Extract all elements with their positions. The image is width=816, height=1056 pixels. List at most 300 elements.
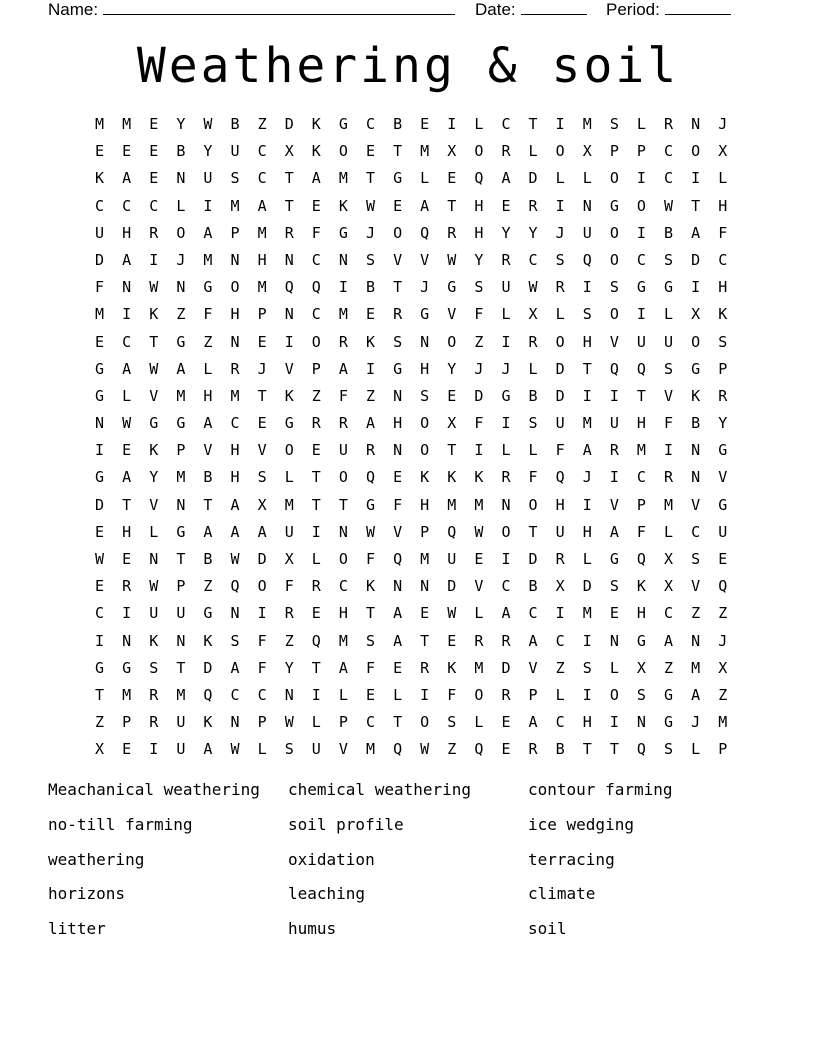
grid-cell[interactable]: E [257, 332, 267, 351]
grid-cell[interactable]: G [636, 278, 646, 297]
grid-cell[interactable]: A [203, 223, 213, 242]
grid-cell[interactable]: H [636, 604, 646, 623]
grid-cell[interactable]: L [176, 196, 186, 215]
grid-cell[interactable]: S [664, 740, 674, 759]
grid-cell[interactable]: T [393, 713, 403, 732]
grid-cell[interactable]: T [365, 604, 375, 623]
grid-cell[interactable]: F [311, 223, 321, 242]
grid-cell[interactable]: D [555, 359, 565, 378]
grid-cell[interactable]: N [230, 713, 240, 732]
grid-cell[interactable]: U [555, 414, 565, 433]
grid-cell[interactable]: Q [636, 359, 646, 378]
date-blank[interactable] [521, 0, 587, 15]
grid-cell[interactable]: G [95, 359, 105, 378]
grid-cell[interactable]: G [664, 685, 674, 704]
period-blank[interactable] [665, 0, 731, 15]
grid-cell[interactable]: C [365, 115, 375, 133]
grid-cell[interactable]: I [203, 196, 213, 215]
grid-cell[interactable]: G [393, 169, 403, 188]
grid-cell[interactable]: T [338, 495, 348, 514]
grid-cell[interactable]: M [718, 713, 728, 732]
grid-cell[interactable]: C [338, 577, 348, 596]
grid-cell[interactable]: R [420, 658, 430, 677]
grid-cell[interactable]: M [257, 278, 267, 297]
grid-cell[interactable]: T [122, 495, 132, 514]
grid-cell[interactable]: V [664, 386, 674, 405]
grid-cell[interactable]: D [284, 115, 294, 133]
grid-cell[interactable]: K [365, 332, 375, 351]
grid-cell[interactable]: R [338, 332, 348, 351]
grid-cell[interactable]: N [230, 332, 240, 351]
grid-cell[interactable]: I [501, 332, 511, 351]
grid-cell[interactable]: R [338, 414, 348, 433]
grid-cell[interactable]: L [582, 169, 592, 188]
grid-cell[interactable]: L [338, 685, 348, 704]
grid-cell[interactable]: A [122, 250, 132, 269]
grid-cell[interactable]: R [501, 631, 511, 650]
grid-cell[interactable]: A [501, 604, 511, 623]
grid-cell[interactable]: N [393, 577, 403, 596]
grid-cell[interactable]: V [718, 468, 728, 487]
grid-cell[interactable]: N [338, 250, 348, 269]
grid-cell[interactable]: E [718, 550, 728, 568]
grid-cell[interactable]: Q [447, 522, 457, 541]
grid-cell[interactable]: M [420, 550, 430, 568]
grid-cell[interactable]: O [257, 577, 267, 596]
grid-cell[interactable]: J [420, 278, 430, 297]
grid-cell[interactable]: I [95, 631, 105, 650]
grid-cell[interactable]: L [149, 522, 159, 541]
grid-cell[interactable]: W [122, 414, 132, 433]
grid-cell[interactable]: E [393, 468, 403, 487]
grid-cell[interactable]: Z [257, 115, 267, 133]
grid-cell[interactable]: M [582, 115, 592, 133]
grid-cell[interactable]: T [257, 386, 267, 405]
grid-cell[interactable]: N [691, 468, 701, 487]
grid-cell[interactable]: O [474, 142, 484, 161]
grid-cell[interactable]: P [636, 142, 646, 161]
grid-cell[interactable]: B [203, 468, 213, 487]
grid-cell[interactable]: I [582, 278, 592, 297]
grid-cell[interactable]: J [474, 359, 484, 378]
grid-cell[interactable]: C [95, 196, 105, 215]
grid-cell[interactable]: K [284, 386, 294, 405]
grid-cell[interactable]: L [311, 713, 321, 732]
grid-cell[interactable]: Z [664, 658, 674, 677]
grid-cell[interactable]: F [474, 414, 484, 433]
grid-cell[interactable]: U [311, 740, 321, 759]
grid-cell[interactable]: R [555, 278, 565, 297]
grid-cell[interactable]: S [230, 169, 240, 188]
grid-cell[interactable]: G [636, 631, 646, 650]
grid-cell[interactable]: D [95, 250, 105, 269]
grid-cell[interactable]: N [338, 522, 348, 541]
grid-cell[interactable]: L [555, 305, 565, 324]
grid-cell[interactable]: Q [393, 740, 403, 759]
grid-cell[interactable]: C [257, 685, 267, 704]
grid-cell[interactable]: H [474, 196, 484, 215]
grid-cell[interactable]: W [203, 115, 213, 133]
grid-cell[interactable]: U [176, 713, 186, 732]
grid-cell[interactable]: N [176, 278, 186, 297]
grid-cell[interactable]: E [365, 142, 375, 161]
grid-cell[interactable]: A [338, 658, 348, 677]
grid-cell[interactable]: H [122, 223, 132, 242]
grid-cell[interactable]: C [122, 196, 132, 215]
grid-cell[interactable]: M [122, 685, 132, 704]
grid-cell[interactable]: D [582, 577, 592, 596]
grid-cell[interactable]: O [176, 223, 186, 242]
grid-cell[interactable]: V [474, 577, 484, 596]
grid-cell[interactable]: O [501, 522, 511, 541]
grid-cell[interactable]: K [636, 577, 646, 596]
grid-cell[interactable]: T [311, 468, 321, 487]
grid-cell[interactable]: F [555, 441, 565, 460]
grid-cell[interactable]: V [420, 250, 430, 269]
grid-cell[interactable]: P [420, 522, 430, 541]
grid-cell[interactable]: W [284, 713, 294, 732]
grid-cell[interactable]: G [718, 441, 728, 460]
grid-cell[interactable]: S [474, 278, 484, 297]
grid-cell[interactable]: Q [474, 740, 484, 759]
grid-cell[interactable]: A [582, 441, 592, 460]
grid-cell[interactable]: O [555, 142, 565, 161]
grid-cell[interactable]: U [176, 740, 186, 759]
grid-cell[interactable]: Z [555, 658, 565, 677]
grid-cell[interactable]: A [311, 169, 321, 188]
grid-cell[interactable]: O [636, 196, 646, 215]
grid-cell[interactable]: E [474, 550, 484, 568]
grid-cell[interactable]: B [176, 142, 186, 161]
grid-cell[interactable]: M [338, 305, 348, 324]
grid-cell[interactable]: C [636, 468, 646, 487]
grid-cell[interactable]: O [230, 278, 240, 297]
grid-cell[interactable]: C [311, 305, 321, 324]
grid-cell[interactable]: V [447, 305, 457, 324]
grid-cell[interactable]: X [582, 142, 592, 161]
grid-cell[interactable]: Q [230, 577, 240, 596]
grid-cell[interactable]: N [95, 414, 105, 433]
grid-cell[interactable]: Y [203, 142, 213, 161]
grid-cell[interactable]: O [474, 685, 484, 704]
grid-cell[interactable]: P [528, 685, 538, 704]
grid-cell[interactable]: T [176, 550, 186, 568]
grid-cell[interactable]: U [203, 169, 213, 188]
grid-cell[interactable]: B [664, 223, 674, 242]
grid-cell[interactable]: A [203, 522, 213, 541]
grid-cell[interactable]: U [555, 522, 565, 541]
name-blank[interactable] [103, 0, 455, 15]
grid-cell[interactable]: V [149, 495, 159, 514]
grid-cell[interactable]: L [122, 386, 132, 405]
grid-cell[interactable]: M [95, 305, 105, 324]
grid-cell[interactable]: W [365, 196, 375, 215]
grid-cell[interactable]: R [664, 115, 674, 133]
grid-cell[interactable]: M [176, 468, 186, 487]
grid-cell[interactable]: Y [474, 250, 484, 269]
grid-cell[interactable]: L [257, 740, 267, 759]
grid-cell[interactable]: X [691, 305, 701, 324]
grid-cell[interactable]: T [284, 196, 294, 215]
grid-cell[interactable]: C [501, 115, 511, 133]
grid-cell[interactable]: F [474, 305, 484, 324]
grid-cell[interactable]: O [420, 713, 430, 732]
grid-cell[interactable]: A [230, 522, 240, 541]
grid-cell[interactable]: H [393, 414, 403, 433]
grid-cell[interactable]: G [203, 604, 213, 623]
grid-cell[interactable]: D [257, 550, 267, 568]
grid-cell[interactable]: E [122, 740, 132, 759]
grid-cell[interactable]: G [176, 414, 186, 433]
grid-cell[interactable]: B [230, 115, 240, 133]
grid-cell[interactable]: L [501, 441, 511, 460]
grid-cell[interactable]: I [284, 332, 294, 351]
grid-cell[interactable]: I [122, 604, 132, 623]
grid-cell[interactable]: R [528, 332, 538, 351]
grid-cell[interactable]: R [149, 685, 159, 704]
grid-cell[interactable]: G [95, 658, 105, 677]
grid-cell[interactable]: I [664, 441, 674, 460]
grid-cell[interactable]: I [609, 713, 619, 732]
grid-cell[interactable]: N [393, 386, 403, 405]
grid-cell[interactable]: M [664, 495, 674, 514]
grid-cell[interactable]: C [230, 685, 240, 704]
grid-cell[interactable]: K [311, 115, 321, 133]
grid-cell[interactable]: N [122, 278, 132, 297]
grid-cell[interactable]: S [149, 658, 159, 677]
grid-cell[interactable]: N [176, 169, 186, 188]
grid-cell[interactable]: E [95, 332, 105, 351]
grid-cell[interactable]: A [664, 631, 674, 650]
grid-cell[interactable]: U [501, 278, 511, 297]
grid-cell[interactable]: C [664, 169, 674, 188]
grid-cell[interactable]: T [393, 278, 403, 297]
grid-cell[interactable]: H [420, 495, 430, 514]
grid-cell[interactable]: P [338, 713, 348, 732]
grid-cell[interactable]: P [311, 359, 321, 378]
grid-cell[interactable]: F [528, 468, 538, 487]
grid-cell[interactable]: O [420, 414, 430, 433]
grid-cell[interactable]: W [528, 278, 538, 297]
grid-cell[interactable]: R [528, 196, 538, 215]
grid-cell[interactable]: E [122, 142, 132, 161]
grid-cell[interactable]: J [257, 359, 267, 378]
grid-cell[interactable]: T [149, 332, 159, 351]
grid-cell[interactable]: P [257, 305, 267, 324]
grid-cell[interactable]: V [393, 250, 403, 269]
grid-cell[interactable]: Z [203, 332, 213, 351]
grid-cell[interactable]: E [365, 685, 375, 704]
grid-cell[interactable]: Z [311, 386, 321, 405]
grid-cell[interactable]: Q [311, 631, 321, 650]
grid-cell[interactable]: K [311, 142, 321, 161]
grid-cell[interactable]: W [95, 550, 105, 568]
grid-cell[interactable]: R [284, 604, 294, 623]
grid-cell[interactable]: G [176, 522, 186, 541]
grid-cell[interactable]: L [311, 550, 321, 568]
grid-cell[interactable]: C [691, 522, 701, 541]
grid-cell[interactable]: S [284, 740, 294, 759]
grid-cell[interactable]: D [474, 386, 484, 405]
grid-cell[interactable]: E [447, 386, 457, 405]
grid-cell[interactable]: X [447, 414, 457, 433]
grid-cell[interactable]: S [691, 550, 701, 568]
grid-cell[interactable]: M [582, 604, 592, 623]
grid-cell[interactable]: R [501, 685, 511, 704]
grid-cell[interactable]: B [393, 115, 403, 133]
grid-cell[interactable]: T [203, 495, 213, 514]
grid-cell[interactable]: G [609, 550, 619, 568]
grid-cell[interactable]: X [528, 305, 538, 324]
grid-cell[interactable]: Z [365, 386, 375, 405]
grid-cell[interactable]: R [284, 223, 294, 242]
grid-cell[interactable]: B [555, 740, 565, 759]
grid-cell[interactable]: E [393, 196, 403, 215]
grid-cell[interactable]: O [609, 250, 619, 269]
grid-cell[interactable]: U [609, 414, 619, 433]
grid-cell[interactable]: A [528, 713, 538, 732]
grid-cell[interactable]: P [718, 740, 728, 759]
grid-cell[interactable]: Z [474, 332, 484, 351]
grid-cell[interactable]: W [230, 740, 240, 759]
grid-cell[interactable]: O [555, 332, 565, 351]
grid-cell[interactable]: H [555, 495, 565, 514]
grid-cell[interactable]: Q [203, 685, 213, 704]
grid-cell[interactable]: O [338, 468, 348, 487]
grid-cell[interactable]: Q [609, 359, 619, 378]
grid-cell[interactable]: L [528, 441, 538, 460]
grid-cell[interactable]: I [149, 740, 159, 759]
grid-cell[interactable]: R [501, 250, 511, 269]
grid-cell[interactable]: O [609, 223, 619, 242]
grid-cell[interactable]: A [122, 468, 132, 487]
grid-cell[interactable]: I [555, 115, 565, 133]
grid-cell[interactable]: P [636, 495, 646, 514]
grid-cell[interactable]: E [501, 196, 511, 215]
grid-cell[interactable]: E [420, 115, 430, 133]
grid-cell[interactable]: I [691, 278, 701, 297]
grid-cell[interactable]: I [636, 169, 646, 188]
grid-cell[interactable]: X [555, 577, 565, 596]
grid-cell[interactable]: A [257, 522, 267, 541]
grid-cell[interactable]: H [230, 305, 240, 324]
grid-cell[interactable]: O [284, 441, 294, 460]
grid-cell[interactable]: V [149, 386, 159, 405]
grid-cell[interactable]: S [609, 115, 619, 133]
grid-cell[interactable]: M [338, 631, 348, 650]
grid-cell[interactable]: J [176, 250, 186, 269]
grid-cell[interactable]: S [609, 278, 619, 297]
grid-cell[interactable]: L [718, 169, 728, 188]
grid-cell[interactable]: U [149, 604, 159, 623]
grid-cell[interactable]: S [420, 386, 430, 405]
grid-cell[interactable]: J [582, 468, 592, 487]
grid-cell[interactable]: O [528, 495, 538, 514]
grid-cell[interactable]: W [230, 550, 240, 568]
grid-cell[interactable]: B [691, 414, 701, 433]
grid-cell[interactable]: E [311, 441, 321, 460]
grid-cell[interactable]: M [284, 495, 294, 514]
grid-cell[interactable]: P [230, 223, 240, 242]
grid-cell[interactable]: D [447, 577, 457, 596]
grid-cell[interactable]: W [664, 196, 674, 215]
grid-cell[interactable]: C [528, 604, 538, 623]
grid-cell[interactable]: K [203, 713, 213, 732]
grid-cell[interactable]: V [691, 577, 701, 596]
grid-cell[interactable]: I [149, 250, 159, 269]
grid-cell[interactable]: I [555, 604, 565, 623]
grid-cell[interactable]: K [338, 196, 348, 215]
grid-cell[interactable]: R [609, 441, 619, 460]
grid-cell[interactable]: W [420, 740, 430, 759]
grid-cell[interactable]: T [528, 522, 538, 541]
grid-cell[interactable]: I [501, 414, 511, 433]
grid-cell[interactable]: L [555, 685, 565, 704]
grid-cell[interactable]: Q [365, 468, 375, 487]
grid-cell[interactable]: E [149, 169, 159, 188]
grid-cell[interactable]: G [338, 223, 348, 242]
grid-cell[interactable]: C [95, 604, 105, 623]
grid-cell[interactable]: N [582, 196, 592, 215]
grid-cell[interactable]: I [609, 386, 619, 405]
grid-cell[interactable]: R [365, 441, 375, 460]
grid-cell[interactable]: A [609, 522, 619, 541]
grid-cell[interactable]: R [311, 577, 321, 596]
grid-cell[interactable]: E [122, 550, 132, 568]
grid-cell[interactable]: H [257, 250, 267, 269]
grid-cell[interactable]: M [420, 142, 430, 161]
grid-cell[interactable]: M [474, 658, 484, 677]
grid-cell[interactable]: R [664, 468, 674, 487]
grid-cell[interactable]: R [149, 713, 159, 732]
grid-cell[interactable]: H [718, 278, 728, 297]
grid-cell[interactable]: N [284, 305, 294, 324]
grid-cell[interactable]: H [718, 196, 728, 215]
grid-cell[interactable]: U [176, 604, 186, 623]
grid-cell[interactable]: S [664, 359, 674, 378]
grid-cell[interactable]: O [338, 142, 348, 161]
grid-cell[interactable]: A [338, 359, 348, 378]
grid-cell[interactable]: H [230, 468, 240, 487]
grid-cell[interactable]: T [447, 441, 457, 460]
grid-cell[interactable]: F [718, 223, 728, 242]
grid-cell[interactable]: W [149, 278, 159, 297]
grid-cell[interactable]: T [636, 386, 646, 405]
grid-cell[interactable]: K [149, 631, 159, 650]
grid-cell[interactable]: F [203, 305, 213, 324]
grid-cell[interactable]: R [311, 414, 321, 433]
grid-cell[interactable]: Q [582, 250, 592, 269]
grid-cell[interactable]: V [691, 495, 701, 514]
grid-cell[interactable]: V [338, 740, 348, 759]
grid-cell[interactable]: N [284, 685, 294, 704]
grid-cell[interactable]: C [257, 142, 267, 161]
grid-cell[interactable]: F [365, 658, 375, 677]
grid-cell[interactable]: K [718, 305, 728, 324]
grid-cell[interactable]: K [95, 169, 105, 188]
grid-cell[interactable]: V [609, 332, 619, 351]
grid-cell[interactable]: S [528, 414, 538, 433]
grid-cell[interactable]: H [230, 441, 240, 460]
grid-cell[interactable]: L [691, 740, 701, 759]
grid-cell[interactable]: N [691, 441, 701, 460]
grid-cell[interactable]: Z [284, 631, 294, 650]
grid-cell[interactable]: T [447, 196, 457, 215]
grid-cell[interactable]: L [528, 142, 538, 161]
grid-cell[interactable]: F [257, 631, 267, 650]
grid-cell[interactable]: L [528, 359, 538, 378]
grid-cell[interactable]: B [528, 577, 538, 596]
